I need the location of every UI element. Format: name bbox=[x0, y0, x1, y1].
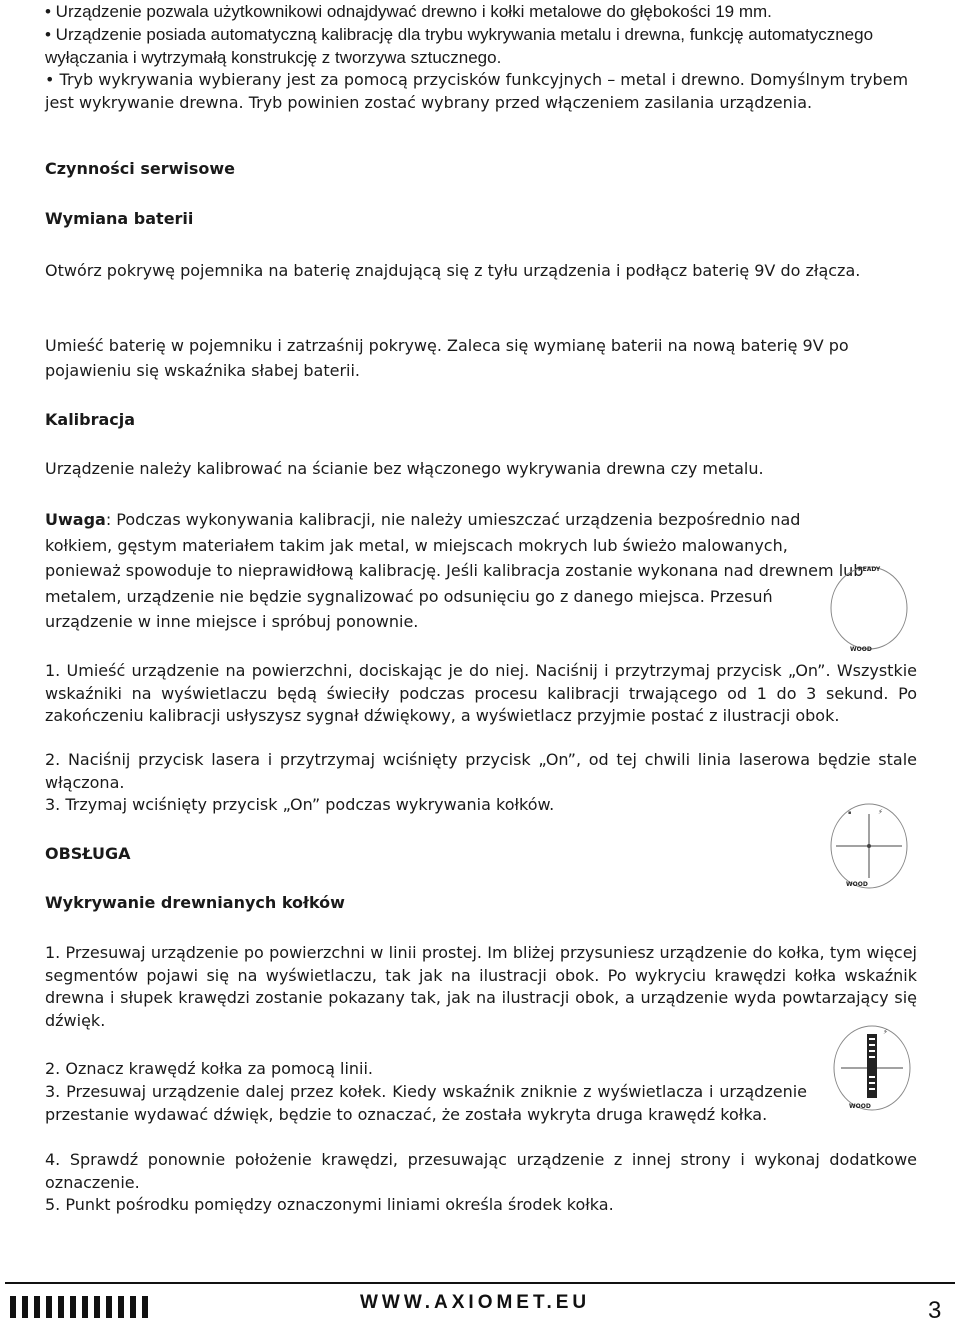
calibration-step-2: 2. Naciśnij przycisk lasera i przytrzymaj wciśnięty przycisk „On”, od tej chwili linia laserowa będzie stale włączona. bbox=[45, 750, 917, 792]
calibration-step-3: 3. Trzymaj wciśnięty przycisk „On” podczas wykrywania kołków. bbox=[45, 795, 555, 814]
battery-paragraph-1: Otwórz pokrywę pojemnika na baterię znajdującą się z tyłu urządzenia i podłącz baterię 9V do złącza. bbox=[45, 261, 861, 280]
section-heading-calibration: Kalibracja bbox=[45, 410, 136, 429]
wood-step-1: 1. Przesuwaj urządzenie po powierzchni w linii prostej. Im bliżej przysuniesz urządzenie do kołka, tym więcej segmentów pojawi się na wyświetlaczu, tak jak na ilustracji obok. Po wykryciu krawędzi kołka wskaźnik drewna i słupek krawędzi zostanie pokazany tak, jak na ilustracji obok, a urządzenie wyda powtarzający się dźwięk. bbox=[45, 943, 917, 1030]
warning-text: : Podczas wykonywania kalibracji, nie należy umieszczać urządzenia bezpośrednio nad kołkiem, gęstym materiałem takim jak metal, w miejscach mokrych lub świeżo malowanych, ponieważ spowoduje to nieprawidłową kalibrację. Jeśli kalibracja zostanie wykonana nad drewnem lub metalem, urządzenie nie będzie sygnalizować po odsunięciu go z danego miejsca. Przesuń urządzenie w inne miejsce i spróbuj ponownie. bbox=[45, 510, 864, 631]
wood-step-2: 2. Oznacz krawędź kołka za pomocą linii. bbox=[45, 1059, 373, 1078]
calibration-paragraph: Urządzenie należy kalibrować na ścianie bez włączonego wykrywania drewna czy metalu. bbox=[45, 459, 764, 478]
display-segments-diagram bbox=[831, 1020, 913, 1116]
bullet-depth: • Urządzenie pozwala użytkownikowi odnajdywać drewno i kołki metalowe do głębokości 19 mm. bbox=[45, 2, 772, 21]
ready-label: READY bbox=[858, 566, 881, 573]
calibration-warning bbox=[45, 507, 865, 635]
wood-label-3: WOOD bbox=[849, 1103, 871, 1110]
wood-step-5: 5. Punkt pośrodku pomiędzy oznaczonymi liniami określa środek kołka. bbox=[45, 1195, 614, 1214]
bullet-mode: • Tryb wykrywania wybierany jest za pomocą przycisków funkcyjnych – metal i drewno. Domyślnym trybem jest wykrywanie drewna. Tryb powinien zostać wybrany przed włączeniem zasilania urządzenia. bbox=[45, 70, 909, 112]
wood-label-1: WOOD bbox=[850, 646, 872, 653]
section-heading-operation: OBSŁUGA bbox=[45, 844, 131, 863]
footer-divider bbox=[5, 1282, 955, 1284]
page-number: 3 bbox=[928, 1297, 942, 1324]
wood-label-2: WOOD bbox=[846, 881, 868, 888]
footer-website[interactable]: WWW.AXIOMET.EU bbox=[360, 1292, 591, 1313]
section-heading-service: Czynności serwisowe bbox=[45, 159, 235, 178]
display-crosshair-diagram bbox=[828, 800, 910, 892]
wood-step-3: 3. Przesuwaj urządzenie dalej przez kołek. Kiedy wskaźnik zniknie z wyświetlacza i urządzenie przestanie wydawać dźwięk, będzie to oznaczać, że została wykryta druga krawędź kołka. bbox=[45, 1082, 807, 1124]
calibration-step-1: 1. Umieść urządzenie na powierzchni, dociskając je do niej. Naciśnij i przytrzymaj przycisk „On”. Wszystkie wskaźniki na wyświetlaczu będą świeciły podczas procesu kalibracji trwającego od 1 do 3 sekund. Po zakończeniu kalibracji usłyszysz sygnał dźwiękowy, a wyświetlacz przyjmie postać z ilustracji obok. bbox=[45, 661, 917, 725]
warning-label: Uwaga bbox=[45, 510, 106, 529]
svg-text:⚡: ⚡ bbox=[883, 1028, 888, 1036]
footer-barcode-logo bbox=[10, 1296, 160, 1318]
bullet-calibration: • Urządzenie posiada automatyczną kalibrację dla trybu wykrywania metalu i drewna, funkcję automatycznego wyłączania i wytrzymałą konstrukcję z tworzywa sztucznego. bbox=[45, 25, 874, 67]
display-ready-diagram bbox=[828, 561, 910, 655]
section-heading-wood: Wykrywanie drewnianych kołków bbox=[45, 893, 345, 912]
svg-text:▪: ▪ bbox=[848, 810, 852, 816]
section-heading-battery: Wymiana baterii bbox=[45, 209, 194, 228]
battery-paragraph-2: Umieść baterię w pojemniku i zatrzaśnij pokrywę. Zaleca się wymianę baterii na nową baterię 9V po pojawieniu się wskaźnika słabej baterii. bbox=[45, 336, 849, 380]
svg-text:⚡: ⚡ bbox=[878, 808, 883, 816]
wood-step-4: 4. Sprawdź ponownie położenie krawędzi, przesuwając urządzenie z innej strony i wykonaj dodatkowe oznaczenie. bbox=[45, 1150, 917, 1192]
